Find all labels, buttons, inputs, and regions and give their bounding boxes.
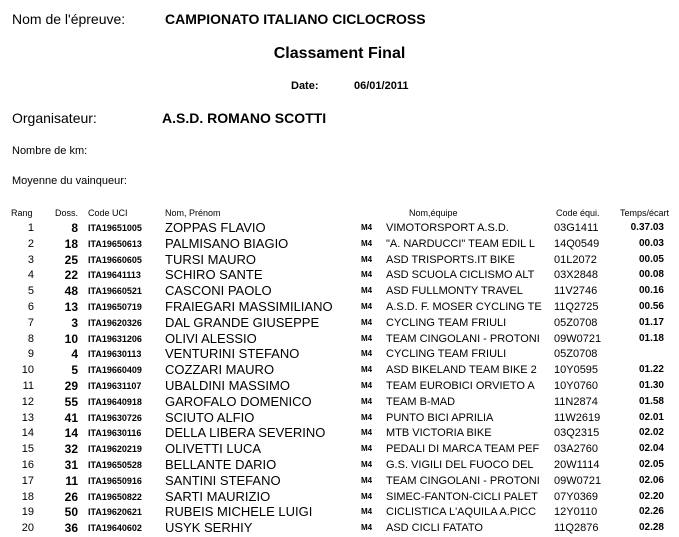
table-row	[0, 299, 679, 315]
temps-cell: 02.26	[638, 506, 664, 518]
code-equipe-cell: 03Q2315	[554, 427, 600, 440]
temps-cell: 0.37.03	[630, 222, 664, 233]
table-row	[0, 283, 679, 299]
equipe-cell: ASD FULLMONTY TRAVEL	[386, 285, 523, 298]
category-cell: M4	[361, 270, 373, 280]
code-equipe-cell: 07Y0369	[554, 490, 599, 503]
table-row	[0, 362, 679, 378]
doss-cell: 36	[64, 521, 78, 536]
temps-cell: 01.22	[638, 364, 664, 376]
equipe-cell: ASD BIKELAND TEAM BIKE 2	[386, 364, 537, 377]
equipe-cell: "A. NARDUCCI" TEAM EDIL L	[386, 237, 536, 250]
nom-cell: USYK SERHIY	[165, 520, 253, 536]
code-equipe-cell: 11N2874	[554, 395, 598, 408]
nom-cell: OLIVI ALESSIO	[165, 330, 257, 346]
code-equipe-cell: 12Y0110	[554, 506, 598, 519]
table-row	[0, 331, 679, 347]
winner-speed-label: Moyenne du vainqueur:	[12, 175, 127, 187]
code-equipe-cell: 10Y0760	[554, 380, 599, 392]
doss-cell: 8	[71, 221, 78, 235]
code-equipe-cell: 03X2848	[554, 269, 599, 282]
doss-cell: 22	[64, 268, 78, 283]
rang-cell: 7	[27, 316, 34, 329]
doss-cell: 25	[64, 252, 78, 267]
category-cell: M4	[361, 349, 373, 359]
column-code-equipe: Code équi.	[556, 208, 600, 218]
page-title: Classament Final	[273, 45, 406, 62]
doss-cell: 48	[64, 284, 78, 299]
temps-cell: 02.05	[638, 459, 664, 470]
category-cell: M4	[361, 460, 373, 469]
rang-cell: 17	[21, 474, 34, 487]
column-rang: Rang	[11, 208, 33, 218]
nom-cell: SCIUTO ALFIO	[165, 409, 255, 425]
uci-cell: ITA19620621	[88, 507, 142, 518]
temps-cell: 02.04	[638, 443, 664, 455]
equipe-cell: A.S.D. F. MOSER CYCLING TE	[386, 301, 542, 313]
table-row	[0, 315, 679, 331]
nom-cell: VENTURINI STEFANO	[165, 346, 300, 362]
category-cell: M4	[361, 223, 373, 232]
equipe-cell: ASD TRISPORTS.IT BIKE	[386, 253, 515, 266]
nom-cell: TURSI MAURO	[165, 251, 256, 267]
table-row	[0, 252, 679, 268]
temps-cell: 02.02	[638, 427, 664, 439]
nom-cell: COZZARI MAURO	[165, 362, 275, 378]
nom-cell: DELLA LIBERA SEVERINO	[165, 425, 326, 441]
category-cell: M4	[361, 507, 373, 517]
temps-cell: 00.05	[638, 253, 664, 265]
category-cell: M4	[361, 491, 373, 501]
nom-cell: SARTI MAURIZIO	[165, 488, 271, 504]
rang-cell: 2	[27, 237, 34, 250]
doss-cell: 32	[64, 442, 78, 457]
code-equipe-cell: 03A2760	[554, 443, 599, 456]
nom-cell: RUBEIS MICHELE LUIGI	[165, 504, 313, 520]
uci-cell: ITA19641113	[88, 270, 141, 281]
doss-cell: 10	[64, 331, 78, 346]
nom-cell: BELLANTE DARIO	[165, 457, 277, 472]
nom-cell: UBALDINI MASSIMO	[165, 378, 290, 393]
rang-cell: 5	[27, 285, 34, 298]
equipe-cell: MTB VICTORIA BIKE	[386, 427, 492, 440]
doss-cell: 29	[64, 379, 78, 393]
doss-cell: 14	[64, 426, 78, 441]
rang-cell: 13	[21, 411, 34, 424]
rang-cell: 1	[27, 222, 34, 234]
equipe-cell: TEAM B-MAD	[386, 395, 456, 408]
uci-cell: ITA19650822	[88, 491, 142, 502]
category-cell: M4	[361, 475, 373, 485]
rang-cell: 9	[27, 348, 34, 361]
nom-cell: FRAIEGARI MASSIMILIANO	[165, 299, 333, 314]
nom-cell: DAL GRANDE GIUSEPPE	[165, 314, 320, 330]
event-label: Nom de l'épreuve:	[12, 11, 126, 27]
uci-cell: ITA19650916	[88, 475, 142, 486]
table-row	[0, 520, 679, 536]
temps-cell: 00.03	[638, 237, 664, 249]
table-row	[0, 236, 679, 252]
table-row	[0, 441, 679, 457]
doss-cell: 50	[64, 505, 78, 520]
code-equipe-cell: 01L2072	[554, 253, 597, 266]
uci-cell: ITA19640602	[88, 523, 142, 534]
table-row	[0, 425, 679, 441]
doss-cell: 31	[64, 458, 78, 472]
equipe-cell: PEDALI DI MARCA TEAM PEF	[386, 443, 540, 456]
category-cell: M4	[361, 365, 373, 375]
table-row	[0, 457, 679, 473]
category-cell: M4	[361, 302, 373, 311]
table-row	[0, 473, 679, 489]
category-cell: M4	[361, 523, 373, 533]
category-cell: M4	[361, 412, 373, 422]
temps-cell: 01.18	[638, 332, 664, 344]
code-equipe-cell: 14Q0549	[554, 237, 600, 250]
nom-cell: OLIVETTI LUCA	[165, 441, 262, 457]
uci-cell: ITA19660521	[88, 286, 142, 297]
column-equipe: Nom,équipe	[409, 208, 458, 218]
temps-cell: 02.01	[638, 411, 664, 423]
category-cell: M4	[361, 333, 373, 343]
rang-cell: 19	[21, 506, 34, 519]
code-equipe-cell: 11Q2725	[554, 301, 599, 313]
equipe-cell: CICLISTICA L'AQUILA A.PICC	[386, 506, 537, 519]
event-name: CAMPIONATO ITALIANO CICLOCROSS	[165, 11, 426, 27]
equipe-cell: G.S. VIGILI DEL FUOCO DEL	[386, 459, 534, 471]
doss-cell: 18	[64, 236, 78, 251]
km-label: Nombre de km:	[12, 145, 88, 157]
table-row	[0, 378, 679, 394]
rang-cell: 16	[21, 459, 34, 471]
uci-cell: ITA19631206	[88, 333, 142, 344]
category-cell: M4	[361, 286, 373, 296]
equipe-cell: VIMOTORSPORT A.S.D.	[386, 222, 509, 234]
temps-cell: 01.58	[638, 395, 664, 407]
rang-cell: 3	[27, 253, 34, 266]
temps-cell: 01.30	[638, 380, 664, 391]
nom-cell: PALMISANO BIAGIO	[165, 235, 289, 251]
temps-cell: 02.28	[638, 522, 664, 534]
uci-cell: ITA19650613	[88, 238, 142, 249]
code-equipe-cell: 20W1114	[554, 459, 600, 471]
rang-cell: 15	[21, 443, 34, 456]
rang-cell: 14	[21, 427, 34, 440]
doss-cell: 55	[64, 394, 78, 409]
category-cell: M4	[361, 238, 373, 248]
rang-cell: 4	[27, 269, 34, 282]
temps-cell: 02.06	[638, 474, 664, 486]
nom-cell: SCHIRO SANTE	[165, 267, 263, 283]
table-row	[0, 410, 679, 426]
code-equipe-cell: 05Z0708	[554, 316, 598, 329]
rang-cell: 20	[21, 522, 34, 535]
organizer-label: Organisateur:	[12, 110, 97, 126]
doss-cell: 11	[65, 473, 78, 488]
equipe-cell: SIMEC-FANTON-CICLI PALET	[386, 490, 538, 503]
table-row	[0, 394, 679, 410]
table-row	[0, 489, 679, 505]
rang-cell: 6	[27, 301, 34, 313]
code-equipe-cell: 05Z0708	[554, 348, 598, 361]
table-row	[0, 267, 679, 283]
doss-cell: 41	[64, 410, 78, 425]
temps-cell: 00.16	[638, 285, 664, 297]
rang-cell: 11	[22, 380, 34, 392]
code-equipe-cell: 09W0721	[554, 474, 602, 487]
code-equipe-cell: 03G1411	[554, 222, 599, 234]
equipe-cell: TEAM EUROBICI ORVIETO A	[386, 380, 535, 392]
code-equipe-cell: 11V2746	[554, 285, 598, 298]
column-nom: Nom, Prénom	[165, 208, 221, 218]
equipe-cell: CYCLING TEAM FRIULI	[386, 348, 507, 361]
category-cell: M4	[361, 396, 373, 406]
code-equipe-cell: 10Y0595	[554, 364, 599, 377]
rang-cell: 12	[21, 395, 34, 408]
date-label: Date:	[291, 80, 319, 92]
rang-cell: 8	[27, 332, 34, 345]
equipe-cell: CYCLING TEAM FRIULI	[386, 316, 507, 329]
temps-cell: 01.17	[638, 316, 664, 328]
date-value: 06/01/2011	[354, 80, 409, 92]
organizer-name: A.S.D. ROMANO SCOTTI	[162, 110, 327, 126]
equipe-cell: PUNTO BICI APRILIA	[386, 411, 494, 424]
nom-cell: SANTINI STEFANO	[165, 472, 281, 488]
uci-cell: ITA19650528	[88, 460, 142, 470]
column-temps: Temps/écart	[620, 208, 670, 218]
uci-cell: ITA19630116	[88, 428, 142, 439]
column-uci: Code UCI	[88, 208, 128, 218]
uci-cell: ITA19660409	[88, 365, 142, 376]
nom-cell: GAROFALO DOMENICO	[165, 393, 312, 409]
equipe-cell: TEAM CINGOLANI - PROTONI	[386, 474, 540, 487]
rang-cell: 18	[21, 490, 34, 503]
temps-cell: 02.20	[638, 490, 664, 502]
code-equipe-cell: 09W0721	[554, 332, 602, 345]
uci-cell: ITA19630726	[88, 412, 142, 423]
equipe-cell: TEAM CINGOLANI - PROTONI	[386, 332, 540, 345]
uci-cell: ITA19660605	[88, 254, 142, 265]
temps-cell: 00.08	[638, 269, 664, 281]
doss-cell: 13	[64, 300, 78, 314]
category-cell: M4	[361, 254, 373, 264]
uci-cell: ITA19640918	[88, 396, 142, 407]
doss-cell: 4	[71, 347, 78, 362]
uci-cell: ITA19650719	[88, 302, 142, 312]
category-cell: M4	[361, 381, 373, 390]
uci-cell: ITA19651005	[88, 223, 142, 233]
nom-cell: ZOPPAS FLAVIO	[165, 220, 266, 235]
rang-cell: 10	[21, 364, 34, 377]
uci-cell: ITA19630113	[88, 349, 142, 360]
table-row	[0, 220, 679, 236]
equipe-cell: ASD CICLI FATATO	[386, 522, 483, 535]
code-equipe-cell: 11Q2876	[554, 522, 599, 535]
column-doss: Doss.	[55, 208, 79, 218]
doss-cell: 5	[71, 363, 78, 378]
uci-cell: ITA19620219	[88, 444, 142, 455]
temps-cell: 00.56	[638, 301, 664, 312]
category-cell: M4	[361, 317, 373, 327]
category-cell: M4	[361, 428, 373, 438]
table-row	[0, 504, 679, 520]
uci-cell: ITA19631107	[88, 381, 142, 391]
uci-cell: ITA19620326	[88, 317, 142, 328]
table-row	[0, 346, 679, 362]
category-cell: M4	[361, 444, 373, 454]
doss-cell: 26	[64, 489, 78, 504]
doss-cell: 3	[71, 315, 78, 330]
equipe-cell: ASD SCUOLA CICLISMO ALT	[386, 269, 535, 282]
code-equipe-cell: 11W2619	[554, 411, 601, 424]
nom-cell: CASCONI PAOLO	[165, 283, 272, 299]
